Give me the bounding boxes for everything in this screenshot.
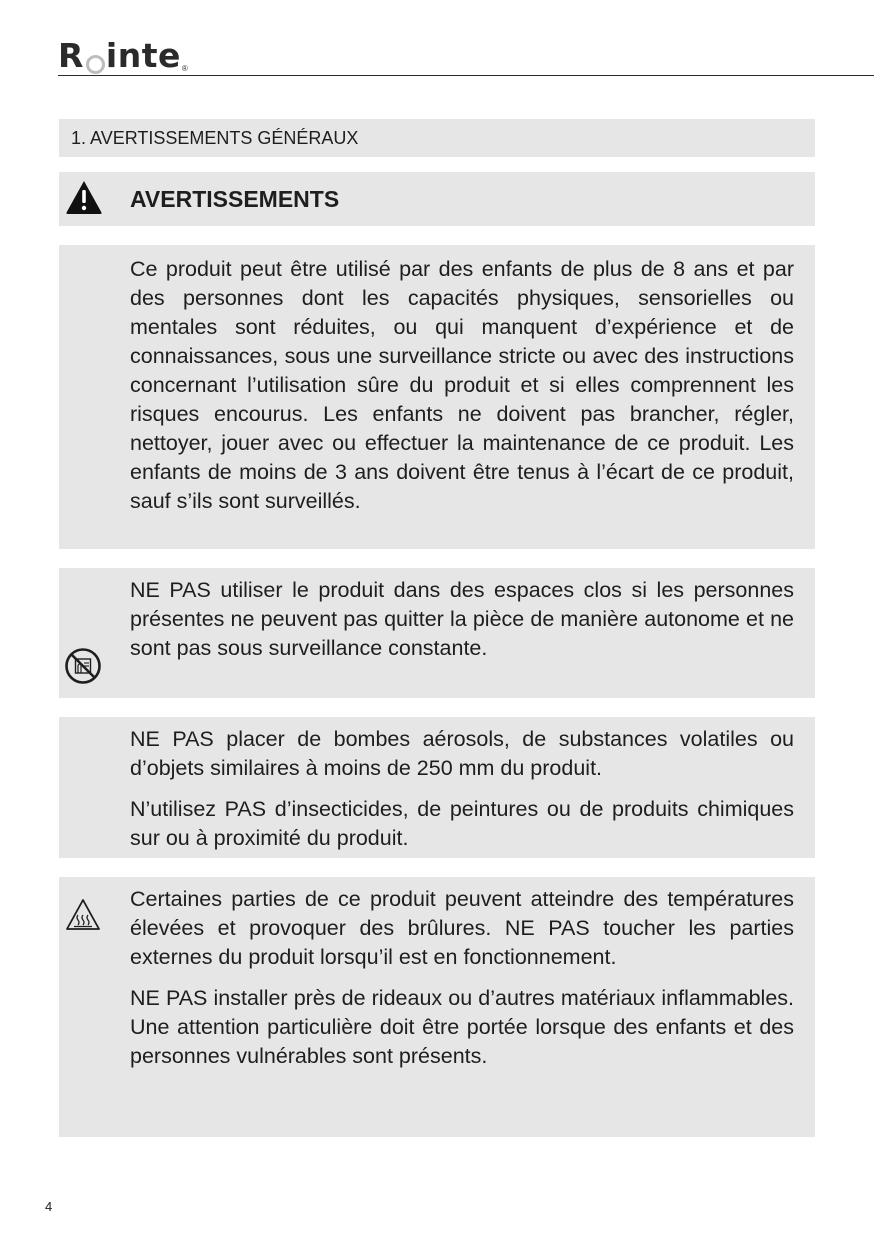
warning-block-children (59, 245, 815, 549)
warning-paragraph: NE PAS installer près de rideaux ou d’autres matériaux inflammables. Une attention particulière doit être portée lorsque des enfants et des personnes vulnérables sont présents. (130, 986, 794, 1068)
warning-paragraph: N’utilisez PAS d’insecticides, de peintures ou de produits chimiques sur ou à proximité du produit. (130, 797, 794, 850)
logo-o-ring (86, 55, 105, 74)
no-enclosed-space-icon (63, 646, 103, 686)
warnings-title: AVERTISSEMENTS (130, 185, 340, 212)
warning-block-enclosed-space (59, 568, 815, 698)
hot-surface-icon (63, 895, 103, 935)
page-number: 4 (45, 1199, 53, 1214)
section-heading-bar (59, 119, 815, 157)
brand-logo (58, 38, 188, 74)
header-divider (58, 75, 874, 76)
warning-block-hot-surface (59, 877, 815, 1137)
logo-registered-mark: ® (181, 64, 188, 73)
warning-triangle-icon (65, 179, 103, 215)
warning-paragraph: Certaines parties de ce produit peuvent atteindre des températures élevées et provoquer des brûlures. NE PAS toucher les parties externes du produit lorsqu’il est en fonctionnement. (130, 887, 794, 969)
warnings-title-bar (59, 172, 815, 226)
section-title: 1. AVERTISSEMENTS GÉNÉRAUX (71, 127, 359, 148)
logo-wordmark: inte (105, 36, 181, 75)
warning-block-aerosols (59, 717, 815, 858)
logo-letter-r: R (58, 36, 84, 75)
warning-paragraph: Ce produit peut être utilisé par des enfants de plus de 8 ans et par des personnes dont les capacités physiques, sensorielles ou mentales sont réduites, ou qui manquent d’expérience et de connaissances, sous une surveillance stricte ou avec des instructions concernant l’utilisation sûre du produit et si elles comprennent les risques encourus. Les enfants ne doivent pas brancher, régler, nettoyer, jouer avec ou effectuer la maintenance de ce produit. Les enfants de moins de 3 ans doivent être tenus à l’écart de ce produit, sauf s’ils sont surveillés. (130, 257, 794, 513)
warning-paragraph: NE PAS utiliser le produit dans des espaces clos si les personnes présentes ne peuvent pas quitter la pièce de manière autonome et ne sont pas sous surveillance constante. (130, 578, 794, 660)
warning-paragraph: NE PAS placer de bombes aérosols, de substances volatiles ou d’objets similaires à moins de 250 mm du produit. (130, 727, 794, 780)
